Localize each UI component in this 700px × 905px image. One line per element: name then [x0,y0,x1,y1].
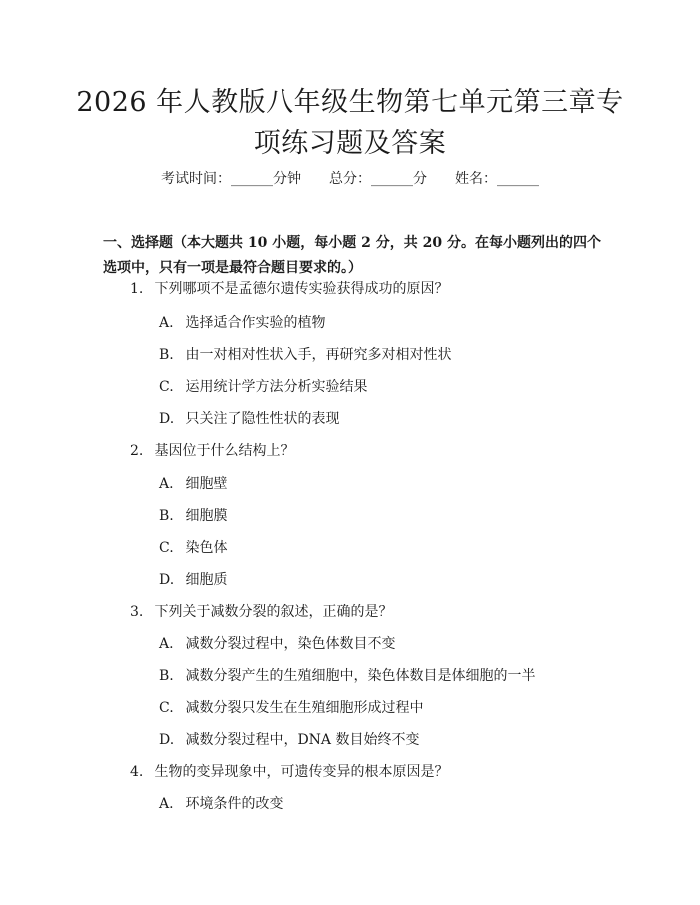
option-letter: B. [159,347,174,363]
option-1b [159,345,451,365]
option-3c [159,698,423,718]
question-number: 4. [130,764,144,780]
question-text: 下列哪项不是孟德尔遗传实验获得成功的原因？ [154,281,449,297]
question-text: 生物的变异现象中，可遗传变异的根本原因是？ [154,764,449,780]
option-1a [159,313,325,333]
title-line-1: 2026 年人教版八年级生物第七单元第三章专 [76,87,624,118]
option-1d [159,409,339,429]
option-1c [159,377,367,397]
question-number: 3. [130,604,144,620]
option-letter: D. [159,411,175,427]
option-text: 选择适合作实验的植物 [185,315,326,331]
option-text: 细胞膜 [185,508,228,524]
option-text: 细胞壁 [185,476,228,492]
question-3 [130,602,392,622]
option-text: 只关注了隐性性状的表现 [185,411,340,427]
exam-meta-line: 考试时间：______分钟 总分：______分 姓名：______ [161,171,539,187]
option-text: 染色体 [185,540,228,556]
option-text: 运用统计学方法分析实验结果 [185,379,368,395]
question-number: 1. [130,281,144,297]
option-letter: C. [159,700,174,716]
option-letter: B. [159,508,174,524]
option-text: 减数分裂只发生在生殖细胞形成过程中 [185,700,424,716]
option-text: 细胞质 [185,572,228,588]
option-letter: B. [159,668,174,684]
option-letter: A. [159,796,174,812]
option-2a [159,474,227,494]
option-letter: D. [159,572,175,588]
question-4 [130,762,448,782]
option-text: 由一对相对性状入手，再研究多对相对性状 [185,347,452,363]
title-line-2: 项练习题及答案 [253,128,447,159]
option-letter: A. [159,476,174,492]
question-text: 基因位于什么结构上？ [154,443,295,459]
option-letter: A. [159,315,174,331]
option-letter: D. [159,732,175,748]
page-title [60,82,640,164]
option-text: 减数分裂产生的生殖细胞中，染色体数目是体细胞的一半 [185,668,536,684]
option-3a [159,634,395,654]
option-text: 减数分裂过程中，染色体数目不变 [185,636,396,652]
option-letter: C. [159,379,174,395]
option-2c [159,538,227,558]
question-number: 2. [130,443,144,459]
option-3d [159,730,420,750]
question-1 [130,279,448,299]
option-letter: A. [159,636,174,652]
option-2d [159,570,227,590]
option-4a [159,794,283,814]
question-text: 下列关于减数分裂的叙述，正确的是？ [154,604,393,620]
option-text: 减数分裂过程中，DNA 数目始终不变 [185,732,420,748]
option-2b [159,506,227,526]
question-2 [130,441,294,461]
option-text: 环境条件的改变 [185,796,284,812]
section-heading: 一、选择题（本大题共 10 小题，每小题 2 分，共 20 分。在每小题列出的四个选项中，只有一项是最符合题目要求的。） [103,235,601,276]
option-3b [159,666,535,686]
option-letter: C. [159,540,174,556]
